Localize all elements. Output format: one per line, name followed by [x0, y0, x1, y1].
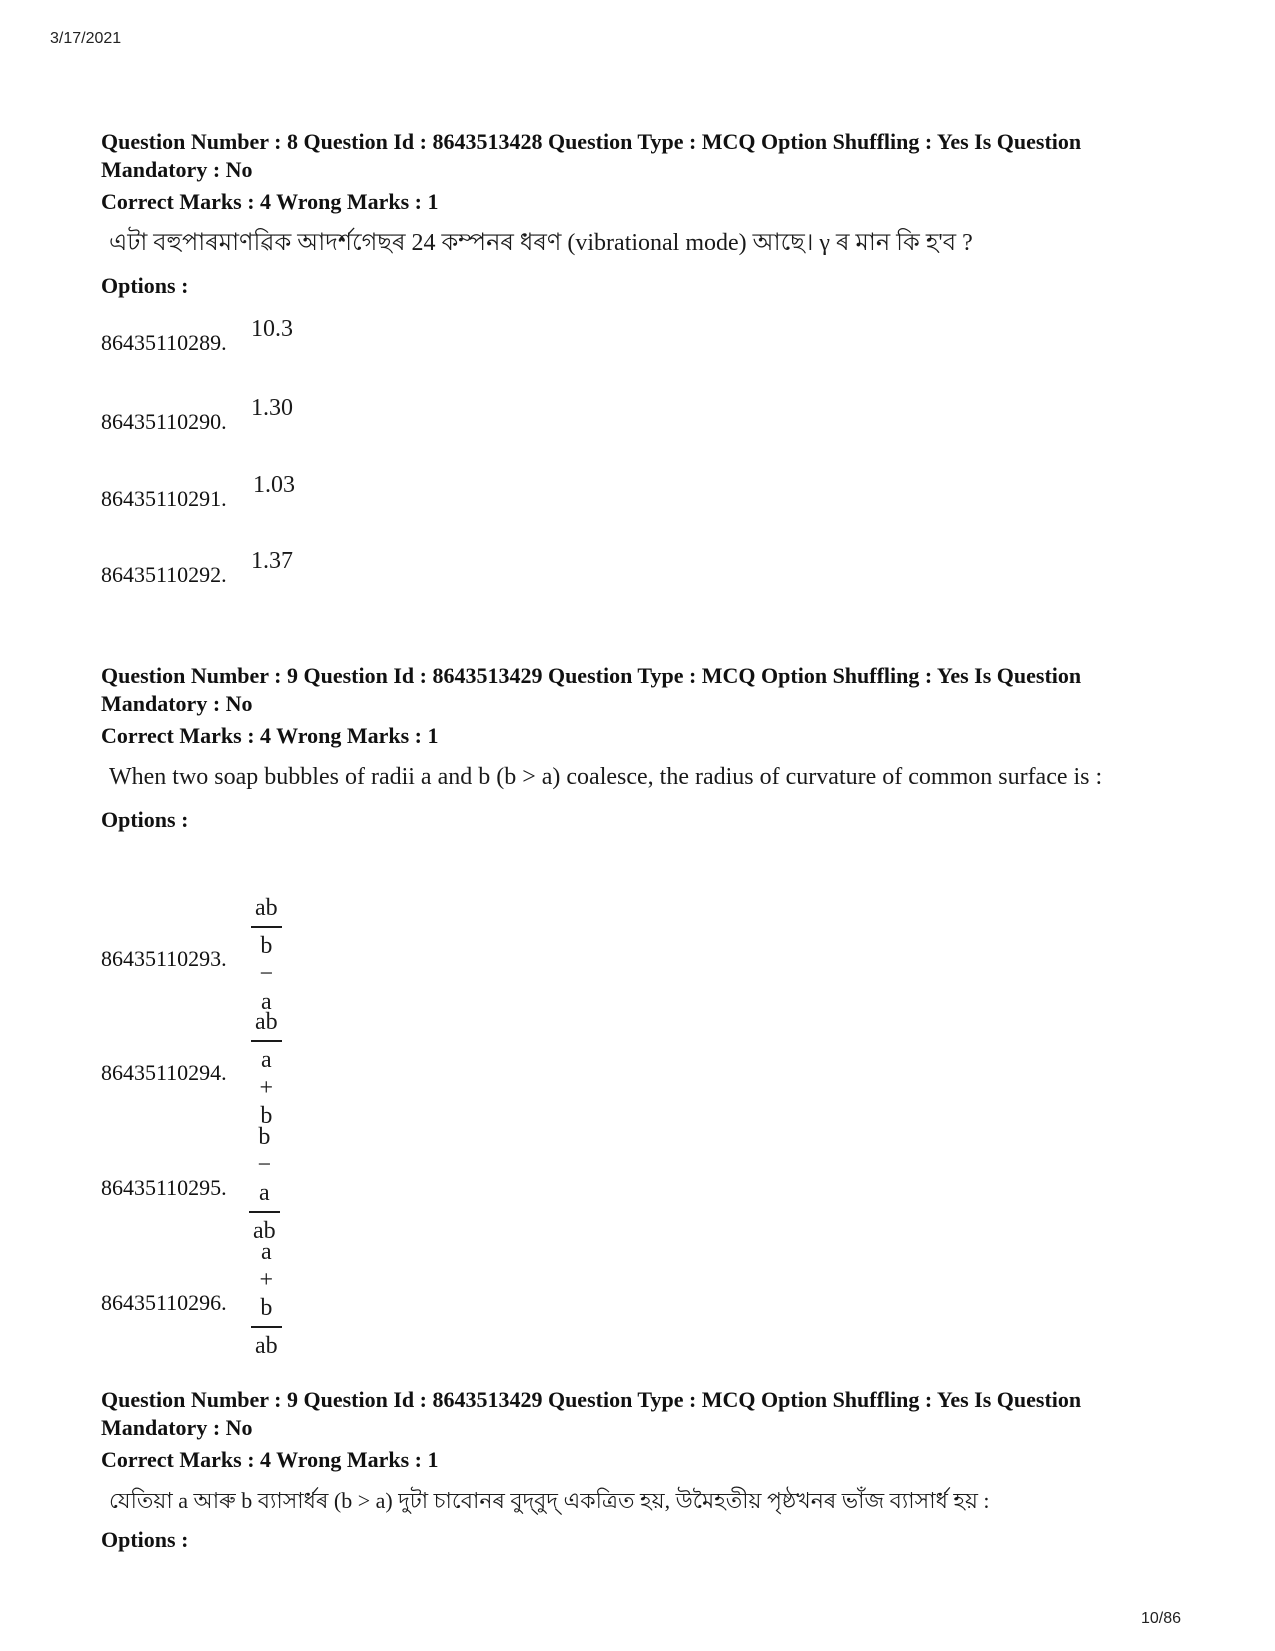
question-header-line: Mandatory : No	[101, 1415, 253, 1440]
option-id: 86435110296.	[101, 1290, 227, 1315]
page-date: 3/17/2021	[50, 30, 122, 47]
options-label: Options :	[101, 273, 189, 298]
option-item	[101, 472, 295, 512]
option-id: 86435110293.	[101, 946, 227, 971]
option-id: 86435110295.	[101, 1175, 227, 1200]
option-fraction	[249, 1123, 280, 1245]
option-fraction	[251, 1008, 282, 1130]
fraction-numerator: ab	[251, 894, 282, 928]
question-block	[101, 128, 1191, 300]
page-number: 10/86	[1140, 1610, 1181, 1627]
option-value: 10.3	[251, 316, 293, 342]
fraction-numerator: a + b	[251, 1238, 282, 1328]
option-item	[101, 1124, 276, 1244]
option-item	[101, 395, 293, 435]
option-id: 86435110290.	[101, 409, 227, 434]
option-value: 1.03	[253, 472, 295, 498]
option-item	[101, 316, 293, 356]
question-marks: Correct Marks : 4 Wrong Marks : 1	[101, 1447, 439, 1472]
question-marks: Correct Marks : 4 Wrong Marks : 1	[101, 723, 439, 748]
fraction-numerator: ab	[251, 1008, 282, 1042]
option-item	[101, 895, 278, 1015]
option-fraction	[251, 894, 282, 1016]
question-block	[101, 1386, 1191, 1554]
option-value: 1.37	[251, 548, 293, 574]
option-id: 86435110292.	[101, 562, 227, 587]
question-header-line: Mandatory : No	[101, 691, 253, 716]
question-text: এটা বহুপাৰমাণৱিক আদৰ্শগেছৰ 24 কম্পনৰ ধৰণ (vibrational mode) আছে। γ ৰ মান কি হ'ব ?	[109, 230, 973, 256]
question-header	[101, 1386, 1191, 1442]
fraction-denominator: b − a	[259, 933, 274, 1015]
option-fraction	[251, 1238, 282, 1360]
option-item	[101, 548, 293, 588]
option-id: 86435110291.	[101, 486, 227, 511]
question-block	[101, 662, 1191, 834]
question-header-line: Question Number : 9 Question Id : 8643513429 Question Type : MCQ Option Shuffling : Yes Is Question	[101, 1387, 1082, 1412]
question-header-line: Question Number : 9 Question Id : 8643513429 Question Type : MCQ Option Shuffling : Yes Is Question	[101, 663, 1082, 688]
options-label: Options :	[101, 1527, 189, 1552]
question-marks: Correct Marks : 4 Wrong Marks : 1	[101, 189, 439, 214]
option-item	[101, 1009, 278, 1129]
fraction-denominator: ab	[253, 1218, 276, 1244]
question-text: যেতিয়া a আৰু b ব্যাসাৰ্ধৰ (b > a) দুটা চাবোনৰ বুদ্‌বুদ্‌ একত্ৰিত হয়, উমৈহতীয় পৃষ্ঠখনৰ ভাঁজ ব্যাসাৰ্ধ হয় :	[109, 1488, 990, 1513]
question-header	[101, 662, 1191, 718]
fraction-denominator: a + b	[259, 1047, 274, 1129]
question-header	[101, 128, 1191, 184]
option-id: 86435110294.	[101, 1060, 227, 1085]
options-label: Options :	[101, 807, 189, 832]
fraction-numerator: b − a	[249, 1123, 280, 1213]
question-text: When two soap bubbles of radii a and b (b > a) coalesce, the radius of curvature of common surface is :	[109, 764, 1103, 790]
fraction-denominator: ab	[255, 1333, 278, 1359]
option-value: 1.30	[251, 395, 293, 421]
question-header-line: Mandatory : No	[101, 157, 253, 182]
option-item	[101, 1239, 278, 1359]
option-id: 86435110289.	[101, 330, 227, 355]
question-header-line: Question Number : 8 Question Id : 8643513428 Question Type : MCQ Option Shuffling : Yes Is Question	[101, 129, 1082, 154]
